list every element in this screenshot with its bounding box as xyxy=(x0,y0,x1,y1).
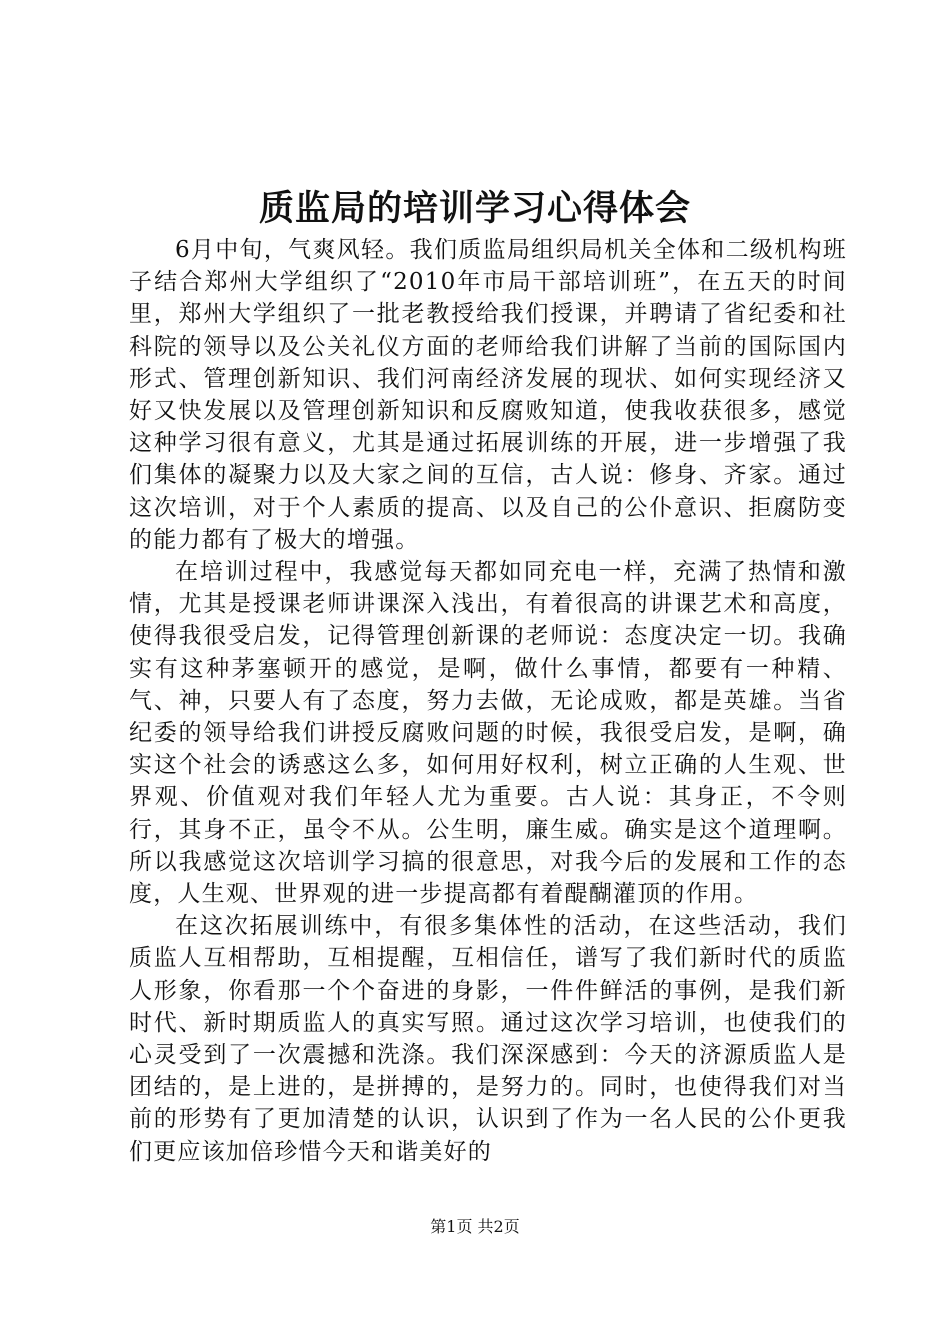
document-title: 质监局的培训学习心得体会 xyxy=(258,189,691,229)
paragraph-3: 在这次拓展训练中，有很多集体性的活动，在这些活动，我们质监人互相帮助，互相提醒，互相信任，谱写了我们新时代的质监人形象，你看那一个个奋进的身影，一件件鲜活的事例，是我们新时代、新时期质监人的真实写照。通过这次学习培训，也使我们的心灵受到了一次震撼和洗涤。我们深深感到：今天的济源质监人是团结的，是上进的，是拼搏的，是努力的。同时，也使得我们对当前的形势有了更加清楚的认识，认识到了作为一名人民的公仆更我们更应该加倍珍惜今天和谐美好的 xyxy=(129,913,847,1165)
page-number: 第1页 共2页 xyxy=(430,1217,520,1236)
paragraph-2: 在培训过程中，我感觉每天都如同充电一样，充满了热情和激情，尤其是授课老师讲课深入浅出，有着很高的讲课艺术和高度，使得我很受启发，记得管理创新课的老师说：态度决定一切。我确实有这种茅塞顿开的感觉，是啊，做什么事情，都要有一种精、气、神，只要人有了态度，努力去做，无论成败，都是英雄。当省纪委的领导给我们讲授反腐败问题的时候，我很受启发，是啊，确实这个社会的诱惑这么多，如何用好权利，树立正确的人生观、世界观、价值观对我们年轻人尤为重要。古人说：其身正，不令则行，其身不正，虽令不从。公生明，廉生威。确实是这个道理啊。所以我感觉这次培训学习搞的很意思，对我今后的发展和工作的态度，人生观、世界观的进一步提高都有着醍醐灌顶的作用。 xyxy=(129,559,847,908)
document-body xyxy=(129,234,847,1168)
paragraph-1: 6月中旬，气爽风轻。我们质监局组织局机关全体和二级机构班子结合郑州大学组织了“2010年市局干部培训班”，在五天的时间里，郑州大学组织了一批老教授给我们授课，并聘请了省纪委和社科院的领导以及公关礼仪方面的老师给我们讲解了当前的国际国内形式、管理创新知识、我们河南经济发展的现状、如何实现经济又好又快发展以及管理创新知识和反腐败知道，使我收获很多，感觉这种学习很有意义，尤其是通过拓展训练的开展，进一步增强了我们集体的凝聚力以及大家之间的互信，古人说：修身、齐家。通过这次培训，对于个人素质的提高、以及自己的公仆意识、拒腐防变的能力都有了极大的增强。 xyxy=(129,237,847,553)
